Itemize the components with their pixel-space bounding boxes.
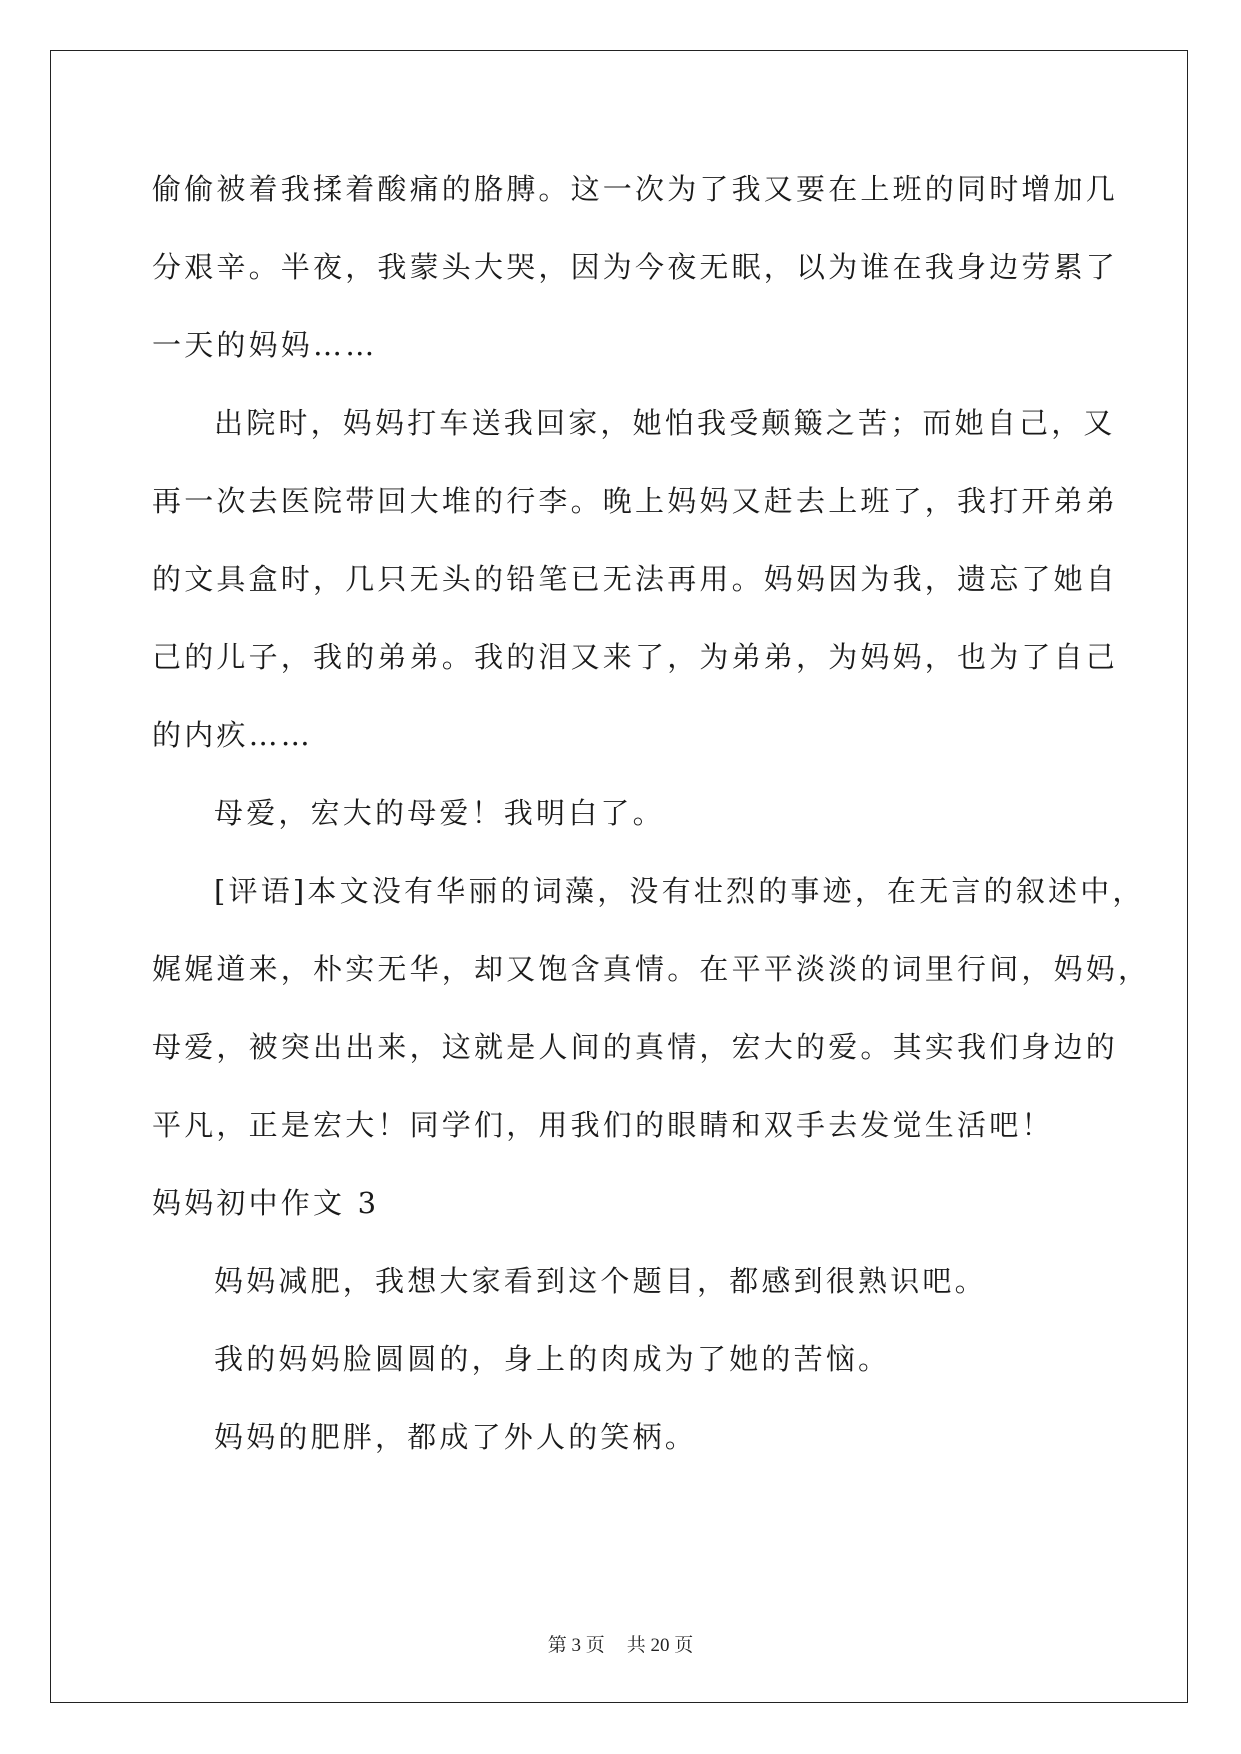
section-heading: 妈妈初中作文 3 (152, 1186, 380, 1220)
text-line: 出院时，妈妈打车送我回家，她怕我受颠簸之苦；而她自己，又 (214, 406, 1116, 440)
text-line: [评语]本文没有华丽的词藻，没有壮烈的事迹，在无言的叙述中， (214, 874, 1145, 908)
text-line: 母爱，被突出出来，这就是人间的真情，宏大的爱。其实我们身边的 (152, 1030, 1119, 1064)
text-line: 娓娓道来，朴实无华，却又饱含真情。在平平淡淡的词里行间，妈妈， (152, 952, 1151, 986)
text-line: 平凡，正是宏大！同学们，用我们的眼睛和双手去发觉生活吧！ (152, 1108, 1054, 1142)
text-line: 的内疚…… (152, 718, 314, 752)
text-line: 分艰辛。半夜，我蒙头大哭，因为今夜无眠，以为谁在我身边劳累了 (152, 250, 1119, 284)
text-line: 一天的妈妈…… (152, 328, 378, 362)
page-total: 共 20 页 (626, 1635, 694, 1656)
text-line: 妈妈减肥，我想大家看到这个题目，都感到很熟识吧。 (214, 1264, 987, 1298)
text-line: 己的儿子，我的弟弟。我的泪又来了，为弟弟，为妈妈，也为了自己 (152, 640, 1119, 674)
text-line: 偷偷被着我揉着酸痛的胳膊。这一次为了我又要在上班的同时增加几 (152, 172, 1119, 206)
page-footer (0, 1630, 1241, 1657)
text-line: 母爱，宏大的母爱！我明白了。 (214, 796, 665, 830)
text-line: 妈妈的肥胖，都成了外人的笑柄。 (214, 1420, 698, 1454)
text-line: 再一次去医院带回大堆的行李。晚上妈妈又赶去上班了，我打开弟弟 (152, 484, 1119, 518)
text-line: 的文具盒时，几只无头的铅笔已无法再用。妈妈因为我，遗忘了她自 (152, 562, 1119, 596)
page-number: 第 3 页 (547, 1635, 605, 1656)
text-line: 我的妈妈脸圆圆的，身上的肉成为了她的苦恼。 (214, 1342, 891, 1376)
document-body (152, 150, 1151, 1476)
